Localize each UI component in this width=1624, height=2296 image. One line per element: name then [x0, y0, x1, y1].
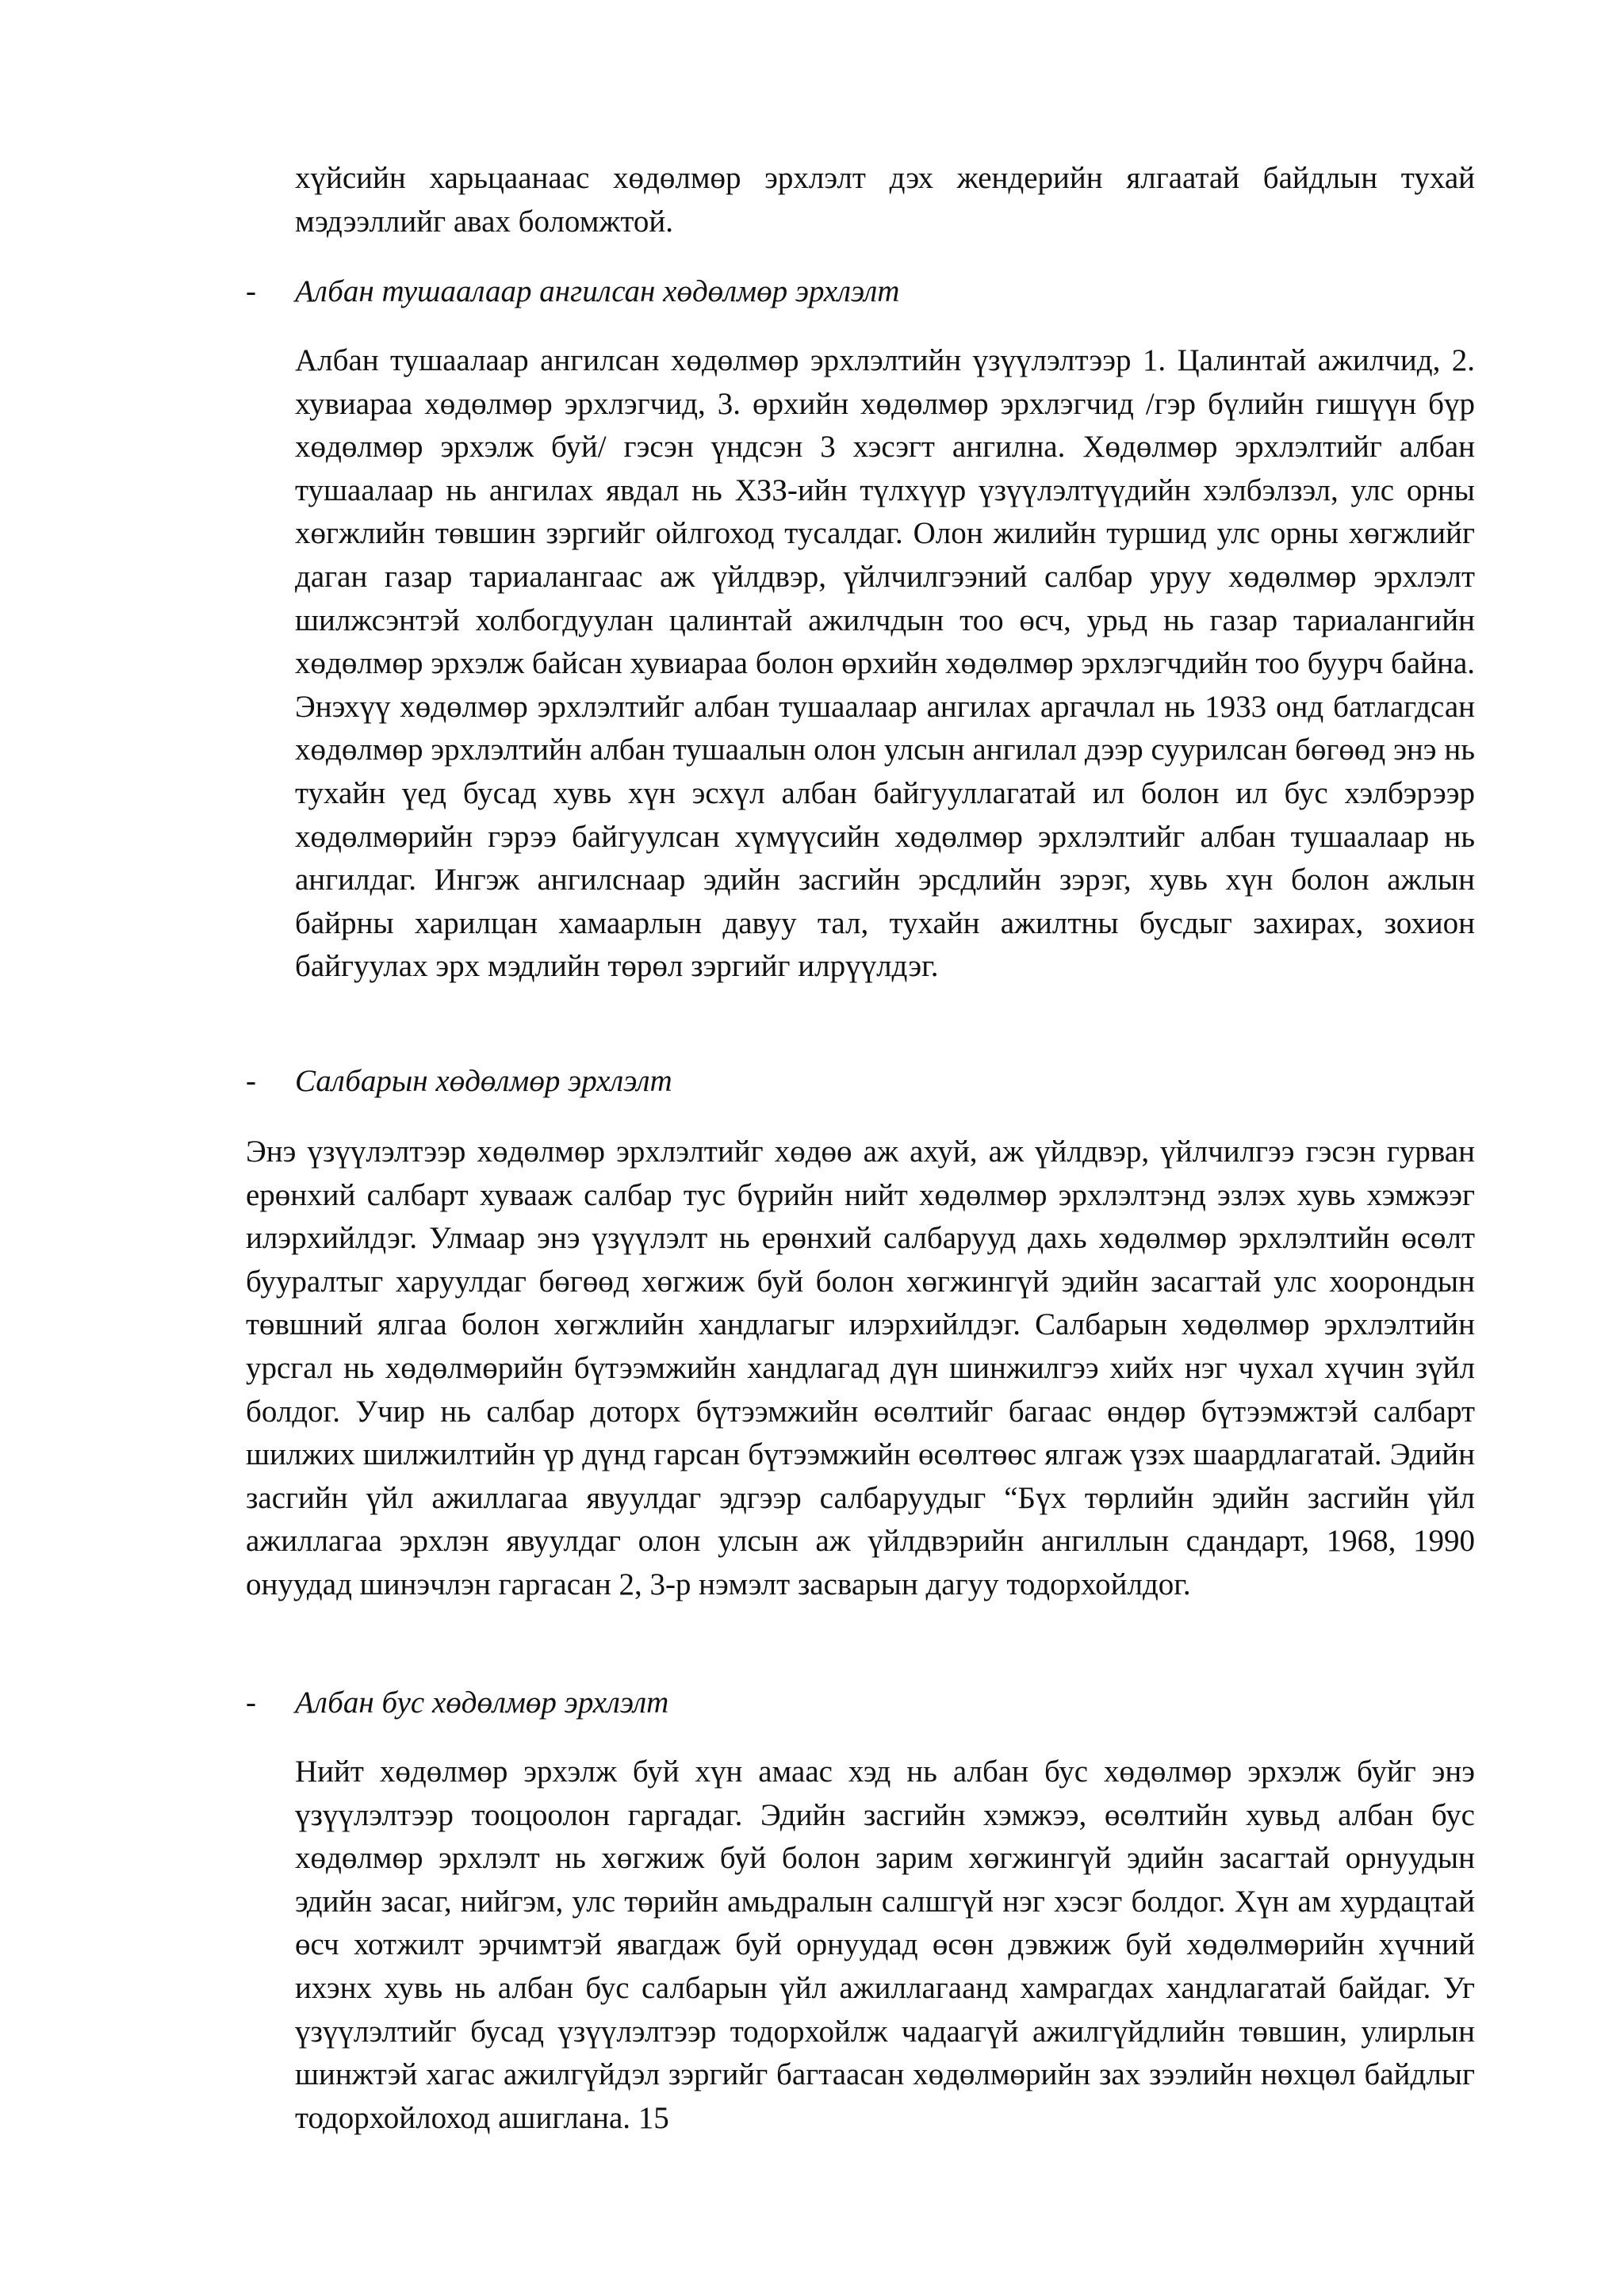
bullet-dash: - [246, 274, 256, 308]
paragraph-occupation: Албан тушаалаар ангилсан хөдөлмөр эрхлэлтийн үзүүлэлтээр 1. Цалинтай ажилчид, 2. хувиараа хөдөлмөр эрхлэгчид, 3. өрхийн хөдөлмөр эрхлэгчид /гэр бүлийн гишүүн бүр хөдөлмөр эрхэлж буй/ гэсэн үндсэн 3 хэсэгт ангилна. Хөдөлмөр эрхлэлтийг албан тушаалаар нь ангилах явдал нь ХЗЗ-ийн түлхүүр үзүүлэлтүүдийн хэлбэлзэл, улс орны хөгжлийн төвшин зэргийг ойлгоход тусалдаг. Олон жилийн туршид улс орны хөгжлийг даган газар тариалангаас аж үйлдвэр, үйлчилгээний салбар уруу хөдөлмөр эрхлэлт шилжсэнтэй холбогдуулан цалинтай ажилчдын тоо өсч, урьд нь газар тариалангийн хөдөлмөр эрхэлж байсан хувиараа болон өрхийн хөдөлмөр эрхлэгчдийн тоо буурч байна. Энэхүү хөдөлмөр эрхлэлтийг албан тушаалаар ангилах аргачлал нь 1933 онд батлагдсан хөдөлмөр эрхлэлтийн албан тушаалын олон улсын ангилал дээр суурилсан бөгөөд энэ нь тухайн үед бусад хувь хүн эсхүл албан байгууллагатай ил болон ил бус хэлбэрээр хөдөлмөрийн гэрээ байгуулсан хүмүүсийн хөдөлмөр эрхлэлтийг албан тушаалаар нь ангилдаг. Ингэж ангилснаар эдийн засгийн эрсдлийн зэрэг, хувь хүн болон ажлын байрны харилцан хамаарлын давуу тал, тухайн ажилтны бусдыг захирах, зохион байгуулах эрх мэдлийн төрөл зэргийг илрүүлдэг. [295, 343, 1475, 984]
list-item-label: Албан бус хөдөлмөр эрхлэлт [295, 1686, 669, 1720]
paragraph-informal: Нийт хөдөлмөр эрхэлж буй хүн амаас хэд нь албан бус хөдөлмөр эрхэлж буйг энэ үзүүлэлтээр тооцоолон гаргадаг. Эдийн засгийн хэмжээ, өсөлтийн хувьд албан бус хөдөлмөр эрхлэлт нь хөгжиж буй болон зарим хөгжингүй эдийн засагтай орнуудын эдийн засаг, нийгэм, улс төрийн амьдралын салшгүй нэг хэсэг болдог. Хүн ам хурдацтай өсч хотжилт эрчимтэй явагдаж буй орнуудад өсөн дэвжиж буй хөдөлмөрийн хүчний ихэнх хувь нь албан бус салбарын үйл ажиллагаанд хамрагдах хандлагатай байдаг. Уг үзүүлэлтийг бусад үзүүлэлтээр тодорхойлж чадаагүй ажилгүйдлийн төвшин, улирлын шинжтэй хагас ажилгүйдэл зэргийг багтаасан хөдөлмөрийн зах зээлийн нөхцөл байдлыг тодорхойлоход ашиглана. 15 [295, 1755, 1475, 2135]
list-item-label: Албан тушаалаар ангилсан хөдөлмөр эрхлэлт [295, 274, 900, 308]
list-item-occupation-employment [246, 270, 1475, 314]
list-item-sector-employment [246, 1059, 1475, 1104]
list-item-label: Салбарын хөдөлмөр эрхлэлт [295, 1064, 672, 1098]
bullet-dash: - [246, 1064, 256, 1098]
paragraph-sector: Энэ үзүүлэлтээр хөдөлмөр эрхлэлтийг хөдөө аж ахуй, аж үйлдвэр, үйлчилгээ гэсэн гурван ерөнхий салбарт хувааж салбар тус бүрийн нийт хөдөлмөр эрхлэлтэнд эзлэх хувь хэмжээг илэрхийлдэг. Улмаар энэ үзүүлэлт нь ерөнхий салбарууд дахь хөдөлмөр эрхлэлтийн өсөлт бууралтыг харуулдаг бөгөөд хөгжиж буй болон хөгжингүй эдийн засагтай улс хоорондын төвшний ялгаа болон хөгжлийн хандлагыг илэрхийлдэг. Салбарын хөдөлмөр эрхлэлтийн урсгал нь хөдөлмөрийн бүтээмжийн хандлагад дүн шинжилгээ хийх нэг чухал хүчин зүйл болдог. Учир нь салбар доторх бүтээмжийн өсөлтийг багаас өндөр бүтээмжтэй салбарт шилжих шилжилтийн үр дүнд гарсан бүтээмжийн өсөлтөөс ялгаж үзэх шаардлагатай. Эдийн засгийн үйл ажиллагаа явуулдаг эдгээр салбаруудыг “Бүх төрлийн эдийн засгийн үйл ажиллагаа эрхлэн явуулдаг олон улсын аж үйлдвэрийн ангиллын сдандарт, 1968, 1990 онуудад шинэчлэн гаргасан 2, 3-р нэмэлт засварын дагуу тодорхойлдог. [246, 1135, 1475, 1601]
paragraph-gender-intro: хүйсийн харьцаанаас хөдөлмөр эрхлэлт дэх жендерийн ялгаатай байдлын тухай мэдээллийг авах боломжтой. [295, 161, 1475, 239]
list-item-informal-employment [246, 1681, 1475, 1725]
bullet-dash: - [246, 1686, 256, 1720]
